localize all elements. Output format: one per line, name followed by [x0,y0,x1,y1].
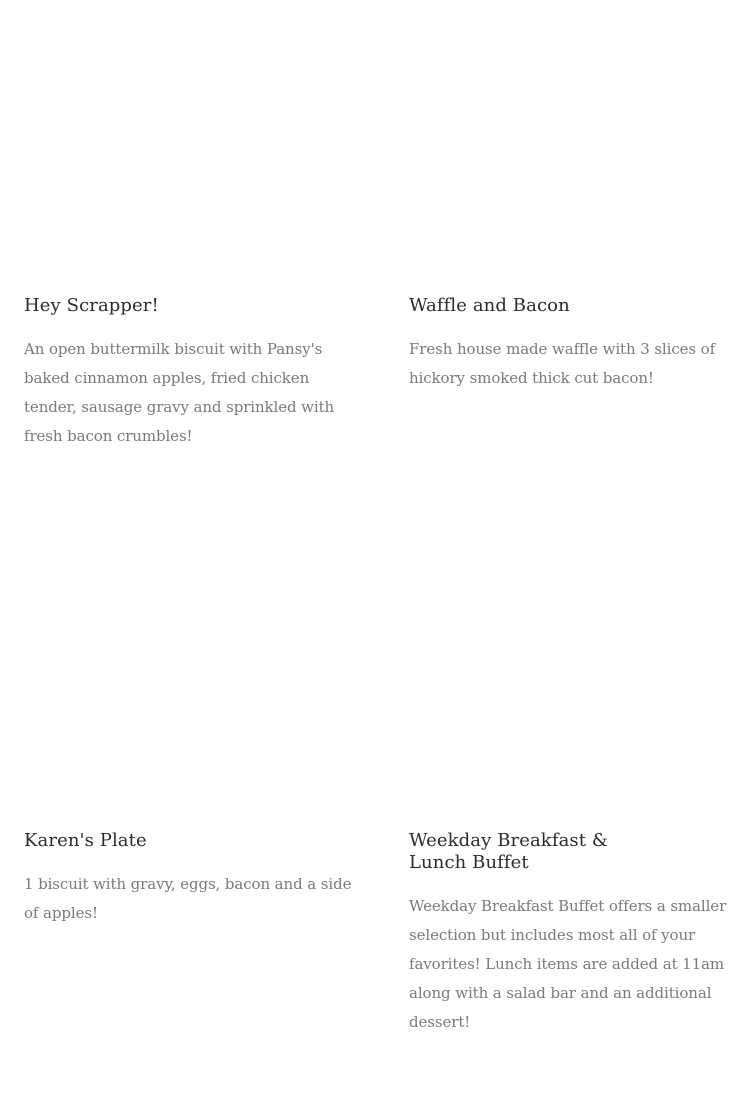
menu-item-card[interactable] [409,830,749,1037]
menu-item-title: Waffle and Bacon [409,295,570,316]
menu-item-title: Karen's Plate [24,830,147,851]
menu-item-description: An open buttermilk biscuit with Pansy's baked cinnamon apples, fried chicken tender, sausage gravy and sprinkled with fresh bacon crumbles! [24,340,335,445]
menu-item-title: Weekday Breakfast & Lunch Buffet [409,830,609,873]
menu-item-description: 1 biscuit with gravy, eggs, bacon and a side of apples! [24,875,352,922]
menu-item-description: Fresh house made waffle with 3 slices of hickory smoked thick cut bacon! [409,340,716,387]
menu-item-card[interactable] [409,295,749,393]
menu-item-card[interactable] [24,830,364,928]
menu-item-description: Weekday Breakfast Buffet offers a smaller selection but includes most all of your favorites! Lunch items are added at 11am along with a salad bar and an additional dessert! [409,897,727,1031]
menu-item-card[interactable] [24,295,364,451]
menu-item-title: Hey Scrapper! [24,295,159,316]
